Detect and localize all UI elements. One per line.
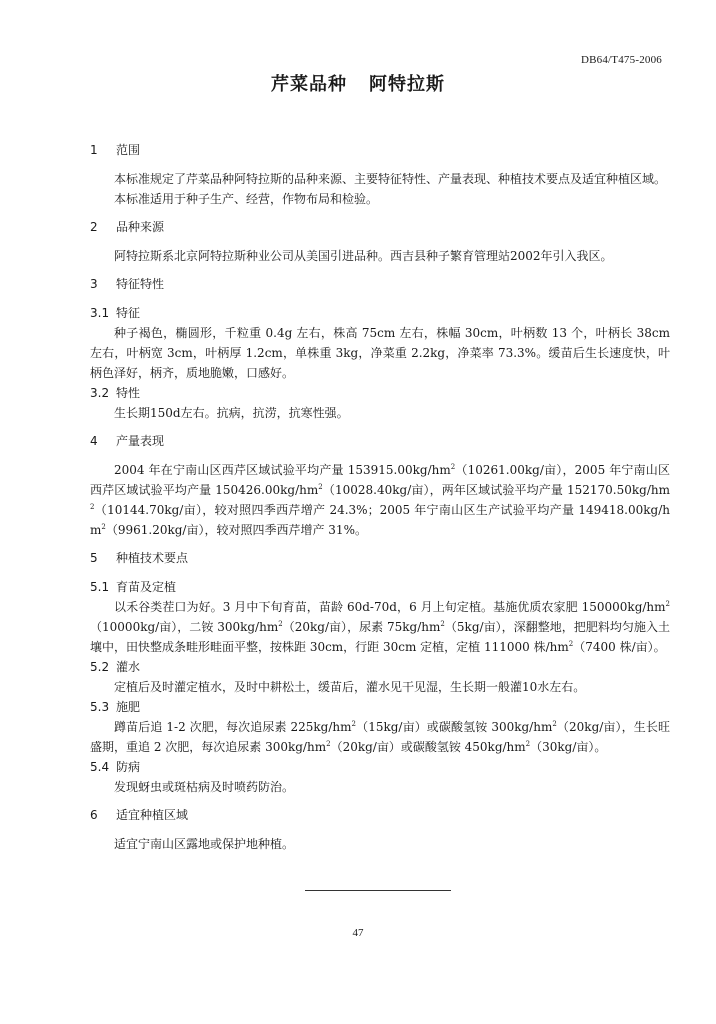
subsection-5-3-heading (90, 697, 670, 717)
title-part1: 芹菜品种 (271, 74, 347, 95)
subsection-title: 施肥 (116, 700, 141, 714)
subsection-title: 防病 (116, 760, 141, 774)
subsection-title: 育苗及定植 (116, 580, 177, 594)
section-6-heading (90, 805, 670, 825)
page-number: 47 (352, 927, 364, 939)
subsection-number: 3.1 (90, 306, 110, 320)
footer-divider (305, 890, 451, 891)
section-title: 品种来源 (116, 220, 165, 234)
subsection-3-1-heading (90, 303, 670, 323)
section-number: 5 (90, 551, 98, 565)
subsection-number: 5.4 (90, 760, 110, 774)
subsection-number: 5.2 (90, 660, 110, 674)
standard-code: DB64/T475-2006 (580, 54, 662, 66)
subsection-5-2-heading (90, 657, 670, 677)
subsection-number: 3.2 (90, 386, 110, 400)
subsection-title: 灌水 (116, 660, 141, 674)
section-3-heading (90, 274, 670, 294)
subsection-title: 特征 (116, 306, 141, 320)
subsection-number: 5.1 (90, 580, 110, 594)
paragraph: 2004 年在宁南山区西芹区域试验平均产量 $153915.00kg/hm^2(10261.00kg/$亩），2005 年宁南山区西芹区域试验平均产量 $150426.00kg/hm^2(10028.40kg/$亩），两年区域试验平均产量 $152170.50kg/hm^2(10144.70kg/$亩），较对照四季西芹增产 24.3%；2005 年宁南山区生产试验平均产量 $149418.00kg/hm^2(9961.20kg/$亩），较对照四季西芹增产 31%。 (90, 463, 671, 537)
subsection-5-1-heading (90, 577, 670, 597)
section-number: 1 (90, 143, 98, 157)
section-number: 2 (90, 220, 98, 234)
paragraph: 本标准规定了芹菜品种阿特拉斯的品种来源、主要特征特性、产量表现、种植技术要点及适宜种植区域。 (114, 172, 667, 186)
section-number: 3 (90, 277, 98, 291)
subsection-5-4-heading (90, 757, 670, 777)
section-title: 特征特性 (116, 277, 165, 291)
section-number: 4 (90, 434, 98, 448)
paragraph: 阿特拉斯系北京阿特拉斯种业公司从美国引进品种。西吉县种子繁育管理站2002年引入我区。 (114, 249, 613, 263)
section-number: 6 (90, 808, 98, 822)
paragraph: 发现蚜虫或斑枯病及时喷药防治。 (114, 780, 295, 794)
subsection-3-2-heading (90, 383, 670, 403)
title-part2: 阿特拉斯 (369, 74, 445, 95)
section-title: 产量表现 (116, 434, 165, 448)
section-4-heading (90, 431, 670, 451)
section-5-heading (90, 548, 670, 568)
paragraph: 本标准适用于种子生产、经营，作物布局和检验。 (114, 192, 379, 206)
section-title: 种植技术要点 (116, 551, 189, 565)
paragraph: 以禾谷类茬口为好。3 月中下旬育苗，苗龄 60d-70d，6 月上旬定植。基施优质农家肥 $150000kg/hm^2(10000kg/$亩），二铵 $300kg/hm^2(20kg/$亩），尿素 $75kg/hm^2(5kg/$亩），深翻整地，把肥料均匀施入土壤中，田快整成条畦形畦面平整，按株距 30cm，行距 30cm 定植，定植 111000 株$/hm^2(7400$ 株/亩）。 (90, 600, 670, 654)
section-2-heading (90, 217, 670, 237)
subsection-number: 5.3 (90, 700, 110, 714)
subsection-title: 特性 (116, 386, 141, 400)
paragraph: 种子褐色，椭圆形，千粒重 0.4g 左右，株高 75cm 左右，株幅 30cm，叶柄数 13 个，叶柄长 38cm 左右，叶柄宽 3cm，叶柄厚 1.2cm，单株重 3kg，净菜重 2.2kg，净菜率 73.3%。缓苗后生长速度快，叶柄色泽好，柄齐，质地脆嫩，口感好。 (90, 326, 670, 380)
page-title (0, 70, 716, 96)
section-1-heading (90, 140, 670, 160)
section-title: 范围 (116, 143, 141, 157)
paragraph: 蹲苗后追 1-2 次肥，每次追尿素 $225kg/hm^2(15kg/$亩）或碳酸氢铵 $300kg/hm^2(20kg/$亩），生长旺盛期，重追 2 次肥，每次追尿素 $300kg/hm^2(20kg/$亩）或碳酸氢铵 $450kg/hm^2(30kg/$亩）。 (90, 720, 670, 754)
section-title: 适宜种植区域 (116, 808, 189, 822)
paragraph: 定植后及时灌定植水，及时中耕松土，缓苗后，灌水见干见湿，生长期一般灌10水左右。 (114, 680, 586, 694)
document-body (90, 140, 670, 861)
paragraph: 生长期150d左右。抗病，抗涝，抗寒性强。 (114, 406, 349, 420)
paragraph: 适宜宁南山区露地或保护地种植。 (114, 837, 295, 851)
